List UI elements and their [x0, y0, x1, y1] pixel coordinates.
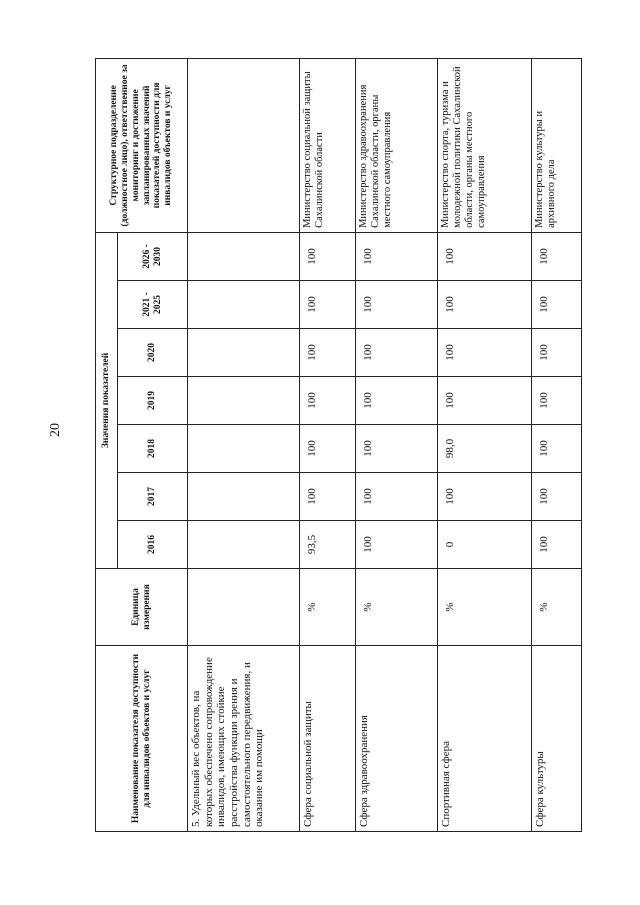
rotated-table-container	[95, 59, 581, 832]
row-unit: %	[356, 569, 438, 646]
row-value: 93,5	[300, 521, 356, 569]
header-year: 2021 - 2025	[118, 281, 188, 329]
header-year: 2018	[118, 425, 188, 473]
header-year: 2020	[118, 329, 188, 377]
row-value	[188, 425, 300, 473]
header-indicator-name: Наименование показателя доступности для инвалидов объектов и услуг	[96, 646, 188, 832]
row-name: Спортивная сфера	[438, 646, 532, 832]
row-value: 100	[532, 281, 582, 329]
row-responsible: Министерство культуры и архивного дела	[532, 58, 582, 232]
row-name: Сфера социальной защиты	[300, 646, 356, 832]
header-year: 2016	[118, 521, 188, 569]
row-value: 100	[438, 232, 532, 280]
header-year: 2017	[118, 473, 188, 521]
row-value: 100	[532, 329, 582, 377]
row-value: 100	[532, 473, 582, 521]
row-value: 100	[356, 425, 438, 473]
row-value: 100	[356, 281, 438, 329]
table-row	[356, 58, 438, 831]
row-responsible: Министерство здравоохранения Сахалинской области, органы местного самоуправления	[356, 58, 438, 232]
row-responsible	[188, 58, 300, 232]
row-value	[188, 521, 300, 569]
row-value: 100	[300, 473, 356, 521]
row-value	[188, 281, 300, 329]
table-row	[188, 58, 300, 831]
row-name: Сфера культуры	[532, 646, 582, 832]
table-row	[532, 58, 582, 831]
row-value: 100	[356, 473, 438, 521]
header-row-1	[96, 58, 118, 831]
row-value	[188, 473, 300, 521]
row-value: 100	[356, 232, 438, 280]
row-responsible: Министерство спорта, туризма и молодежной политики Сахалинской области, органы местного самоуправления	[438, 58, 532, 232]
row-value: 100	[438, 377, 532, 425]
row-value: 100	[300, 377, 356, 425]
header-year: 2019	[118, 377, 188, 425]
row-value	[188, 329, 300, 377]
row-value: 100	[532, 377, 582, 425]
page-number: 20	[48, 423, 63, 437]
row-value: 100	[300, 425, 356, 473]
row-value: 100	[300, 329, 356, 377]
row-value: 100	[438, 281, 532, 329]
row-value	[188, 377, 300, 425]
row-unit	[188, 569, 300, 646]
row-value: 98,0	[438, 425, 532, 473]
row-unit: %	[300, 569, 356, 646]
table-row	[300, 58, 356, 831]
header-responsible: Структурное подразделение (должностное лицо), ответственное за мониторинг и достижение запланированных значений показателей доступности для инвалидов объектов и услуг	[96, 58, 188, 232]
row-value: 100	[532, 232, 582, 280]
row-value: 100	[300, 232, 356, 280]
indicators-table	[95, 58, 582, 832]
row-value: 100	[438, 329, 532, 377]
row-name: Сфера здравоохранения	[356, 646, 438, 832]
row-unit: %	[532, 569, 582, 646]
row-value: 100	[300, 281, 356, 329]
row-value	[188, 232, 300, 280]
header-year: 2026 - 2030	[118, 232, 188, 280]
row-value: 100	[356, 329, 438, 377]
header-unit: Единица измерения	[96, 569, 188, 646]
row-unit: %	[438, 569, 532, 646]
row-value: 100	[356, 377, 438, 425]
row-value: 100	[356, 521, 438, 569]
header-values-group: Значения показателей	[96, 232, 118, 568]
row-value: 0	[438, 521, 532, 569]
row-name: 5. Удельный вес объектов, на которых обеспечено сопровождение инвалидов, имеющих стойкие расстройства функции зрения и самостоятельного передвижения, и оказание им помощи	[188, 646, 300, 832]
row-value: 100	[532, 425, 582, 473]
row-value: 100	[438, 473, 532, 521]
row-value: 100	[532, 521, 582, 569]
row-responsible: Министерство социальной защиты Сахалинской области	[300, 58, 356, 232]
table-row	[438, 58, 532, 831]
